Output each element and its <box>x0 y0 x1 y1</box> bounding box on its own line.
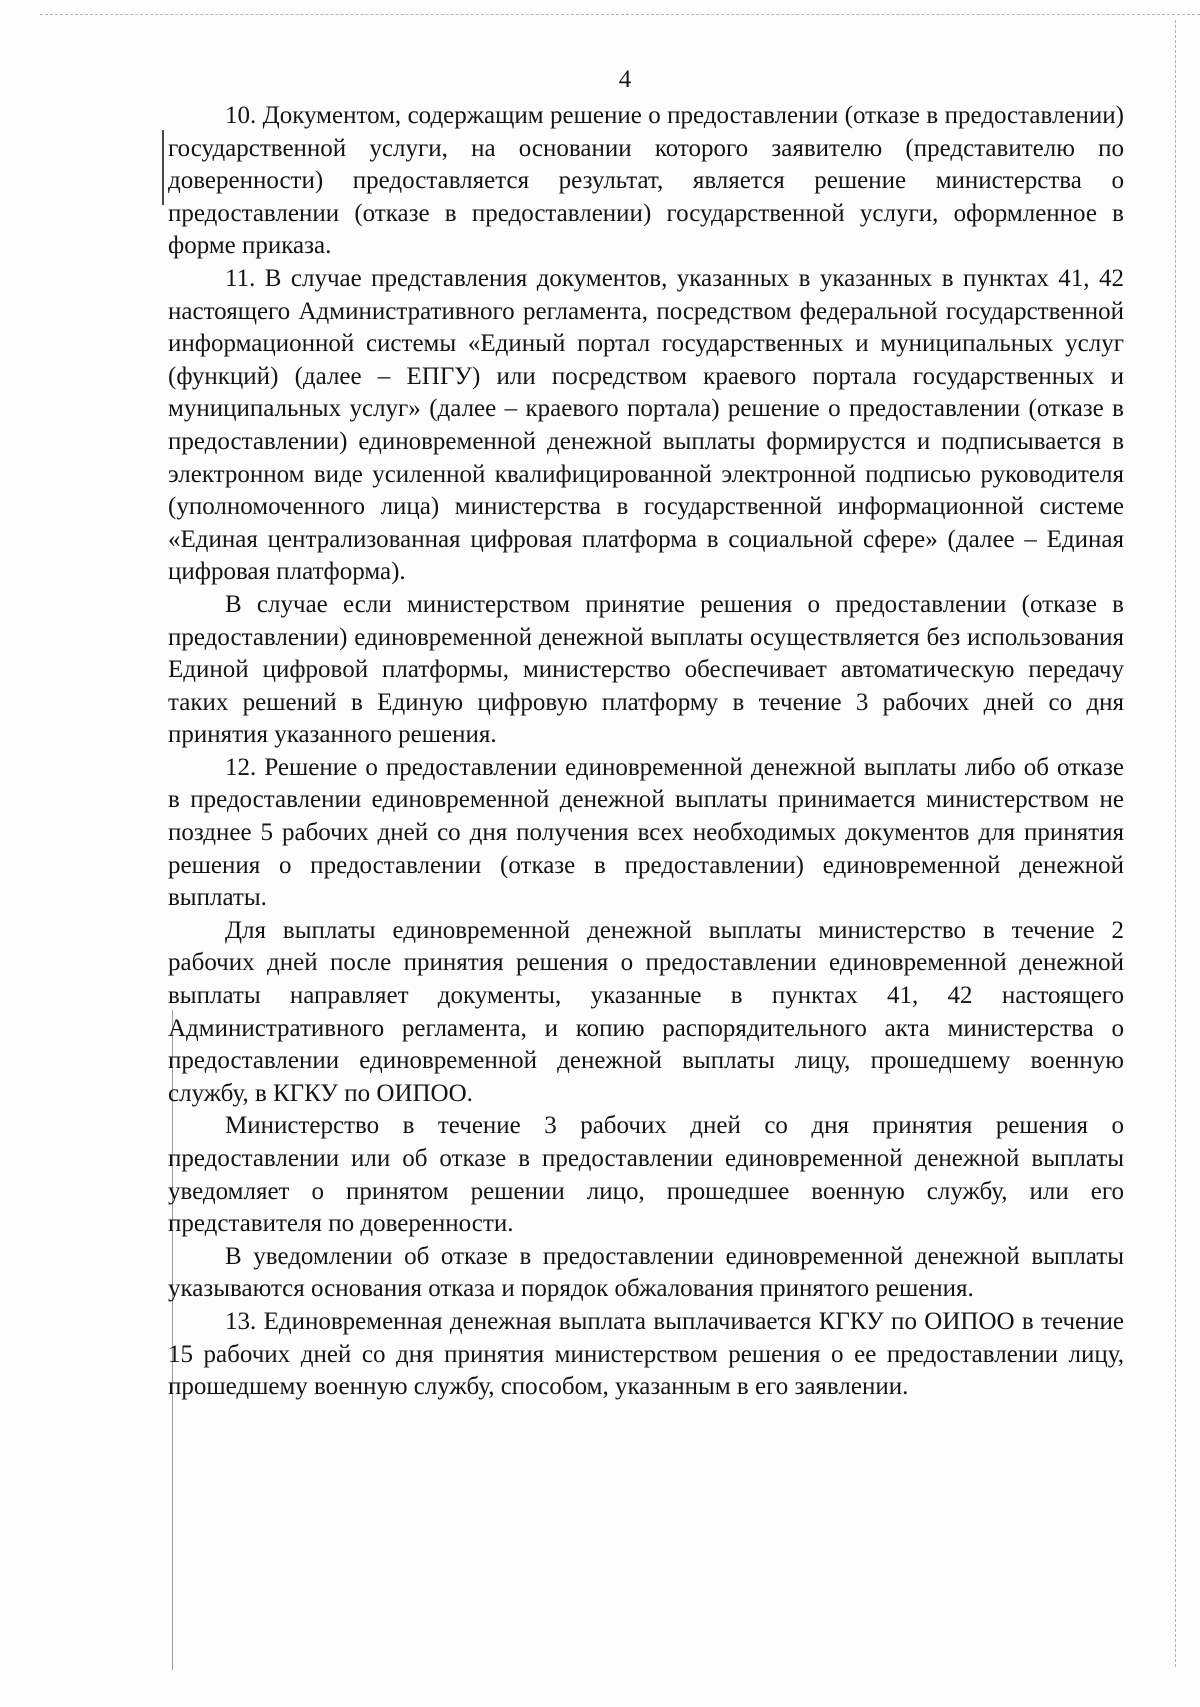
paragraph-12: 12. Решение о предоставлении единовременной денежной выплаты либо об отказе в предоставлении единовременной денежной выплаты принимается министерством не позднее 5 рабочих дней со дня получения всех необходимых документов для принятия решения о предоставлении (отказе в предоставлении) единовременной денежной выплаты. <box>168 753 1124 912</box>
paragraph-11: 11. В случае представления документов, указанных в указанных в пунктах 41, 42 настоящего Административного регламента, посредством федеральной государственной информационной системы «Единый портал государственных и муниципальных услуг (функций) (далее – ЕПГУ) или посредством краевого портала государственных и муниципальных услуг» (далее – краевого портала) решение о предоставлении (отказе в предоставлении) единовременной денежной выплаты формирустся и подписывается в электронном виде усиленной квалифицированной электронной подписью руководителя (уполномоченного лица) министерства в государственной информационной системе «Единая централизованная цифровая платформа в социальной сфере» (далее – Единая цифровая платформа). <box>168 264 1124 586</box>
margin-mark <box>162 130 164 205</box>
paragraph-13: 13. Единовременная денежная выплата выплачивается КГКУ по ОИПОО в течение 15 рабочих дней со дня принятия министерством решения о ее предоставлении лицу, прошедшему военную службу, способом, указанным в его заявлении. <box>168 1307 1124 1401</box>
paragraph-12-refusal: В уведомлении об отказе в предоставлении единовременной денежной выплаты указываются основания отказа и порядок обжалования принятого решения. <box>168 1242 1124 1303</box>
document-body <box>168 100 1124 1404</box>
paragraph-11-continued: В случае если министерством принятие решения о предоставлении (отказе в предоставлении) единовременной денежной выплаты осуществляется без использования Единой цифровой платформы, министерство обеспечивает автоматическую передачу таких решений в Единую цифровую платформу в течение 3 рабочих дней со дня принятия указанного решения. <box>168 590 1124 749</box>
page-number: 4 <box>618 66 632 93</box>
scan-edge-right <box>1175 20 1176 1667</box>
scan-edge-top <box>40 14 1200 15</box>
paragraph-12-payment: Для выплаты единовременной денежной выплаты министерство в течение 2 рабочих дней после принятия решения о предоставлении единовременной денежной выплаты направляет документы, указанные в пунктах 41, 42 настоящего Административного регламента, и копию распорядительного акта министерства о предоставлении единовременной денежной выплаты лицу, прошедшему военную службу, в КГКУ по ОИПОО. <box>168 916 1124 1107</box>
paragraph-12-notification: Министерство в течение 3 рабочих дней со дня принятия решения о предоставлении или об отказе в предоставлении единовременной денежной выплаты уведомляет о принятом решении лицо, прошедшее военную службу, или его представителя по доверенности. <box>168 1112 1124 1238</box>
paragraph-10: 10. Документом, содержащим решение о предоставлении (отказе в предоставлении) государственной услуги, на основании которого заявителю (представителю по доверенности) предоставляется результат, является решение министерства о предоставлении (отказе в предоставлении) государственной услуги, оформленное в форме приказа. <box>168 102 1124 260</box>
